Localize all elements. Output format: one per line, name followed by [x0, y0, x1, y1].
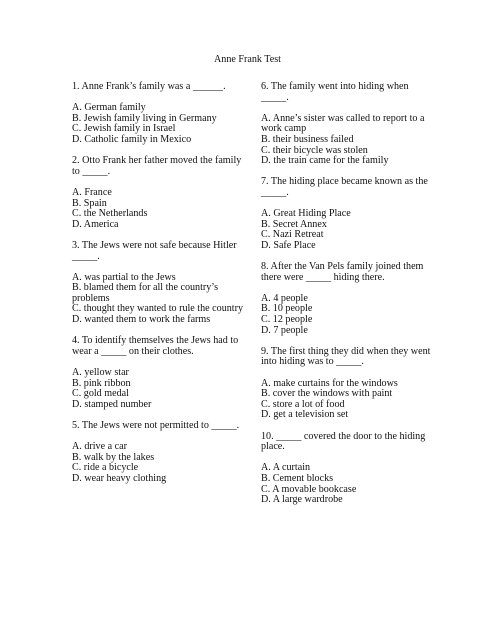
option-d: D. 7 people: [261, 324, 308, 336]
option-b: B. walk by the lakes: [72, 451, 155, 463]
question-2: [72, 156, 248, 230]
option-d: D. the train came for the family: [261, 155, 389, 167]
question-5: [72, 421, 248, 485]
option-c: C. the Netherlands: [72, 208, 148, 220]
option-c: C. Nazi Retreat: [261, 229, 324, 241]
question-7: [261, 177, 437, 251]
page-title: Anne Frank Test: [214, 54, 281, 65]
question-stem: 10. _____ covered the door to the hiding place.: [261, 430, 426, 453]
question-stem: 7. The hiding place became known as the _____.: [261, 176, 428, 198]
option-a: A. German family: [72, 102, 146, 114]
answer-options: [261, 294, 437, 336]
question-6: [261, 82, 437, 167]
option-d: D. Catholic family in Mexico: [72, 133, 192, 145]
option-b: B. Spain: [72, 197, 107, 209]
option-b: B. 10 people: [261, 303, 313, 315]
option-b: B. cover the windows with paint: [261, 388, 393, 400]
answer-options: [72, 103, 248, 145]
answer-options: [261, 463, 437, 505]
answer-options: [72, 188, 248, 230]
option-b: B. Jewish family living in Germany: [72, 112, 217, 124]
option-b: B. Cement blocks: [261, 472, 334, 484]
question-stem: 5. The Jews were not permitted to _____.: [72, 420, 240, 431]
option-c: C. ride a bicycle: [72, 462, 139, 474]
question-stem: 6. The family went into hiding when _____.: [261, 81, 409, 103]
option-b: B. pink ribbon: [72, 377, 131, 389]
option-a: A. was partial to the Jews: [72, 271, 176, 283]
question-stem: 8. After the Van Pels family joined them there were _____ hiding there.: [261, 261, 424, 283]
question-3: [72, 241, 248, 326]
option-d: D. America: [72, 218, 119, 230]
option-a: A. Great Hiding Place: [261, 208, 351, 220]
option-d: D. get a television set: [261, 409, 349, 421]
answer-options: [72, 368, 248, 410]
answer-options: [72, 442, 248, 484]
option-a: A. yellow star: [72, 367, 129, 379]
option-c: C. their bicycle was stolen: [261, 144, 368, 156]
question-10: [261, 432, 437, 506]
option-c: C. gold medal: [72, 388, 129, 400]
right-column: [261, 82, 437, 506]
option-b: B. their business failed: [261, 133, 354, 145]
question-4: [72, 336, 248, 410]
question-stem: 3. The Jews were not safe because Hitler _____.: [72, 239, 237, 262]
left-column: [72, 82, 248, 485]
option-a: A. drive a car: [72, 441, 127, 453]
option-c: C. 12 people: [261, 314, 313, 326]
option-d: D. wear heavy clothing: [72, 472, 167, 484]
answer-options: [261, 379, 437, 421]
option-c: C. Jewish family in Israel: [72, 123, 176, 135]
option-c: C. A movable bookcase: [261, 483, 357, 495]
option-c: C. store a lot of food: [261, 398, 345, 410]
option-a: A. Anne’s sister was called to report to a work camp: [261, 112, 425, 135]
option-c: C. thought they wanted to rule the country: [72, 303, 243, 315]
answer-options: [261, 209, 437, 251]
question-1: [72, 82, 248, 146]
option-b: B. blamed them for all the country’s problems: [72, 282, 219, 304]
option-d: D. Safe Place: [261, 239, 316, 251]
question-stem: 1. Anne Frank’s family was a ______.: [72, 81, 226, 92]
option-a: A. France: [72, 186, 112, 198]
option-a: A. 4 people: [261, 292, 308, 304]
question-9: [261, 347, 437, 421]
question-stem: 9. The first thing they did when they went into hiding was to _____.: [261, 345, 431, 368]
option-b: B. Secret Annex: [261, 218, 327, 230]
option-a: A. A curtain: [261, 462, 311, 474]
question-8: [261, 262, 437, 336]
question-stem: 2. Otto Frank her father moved the family to _____.: [72, 155, 242, 177]
option-d: D. stamped number: [72, 398, 152, 410]
option-d: D. A large wardrobe: [261, 494, 343, 506]
question-stem: 4. To identify themselves the Jews had to wear a _____ on their clothes.: [72, 335, 239, 357]
option-a: A. make curtains for the windows: [261, 377, 398, 389]
option-d: D. wanted them to work the farms: [72, 314, 211, 326]
answer-options: [72, 273, 248, 326]
answer-options: [261, 114, 437, 167]
